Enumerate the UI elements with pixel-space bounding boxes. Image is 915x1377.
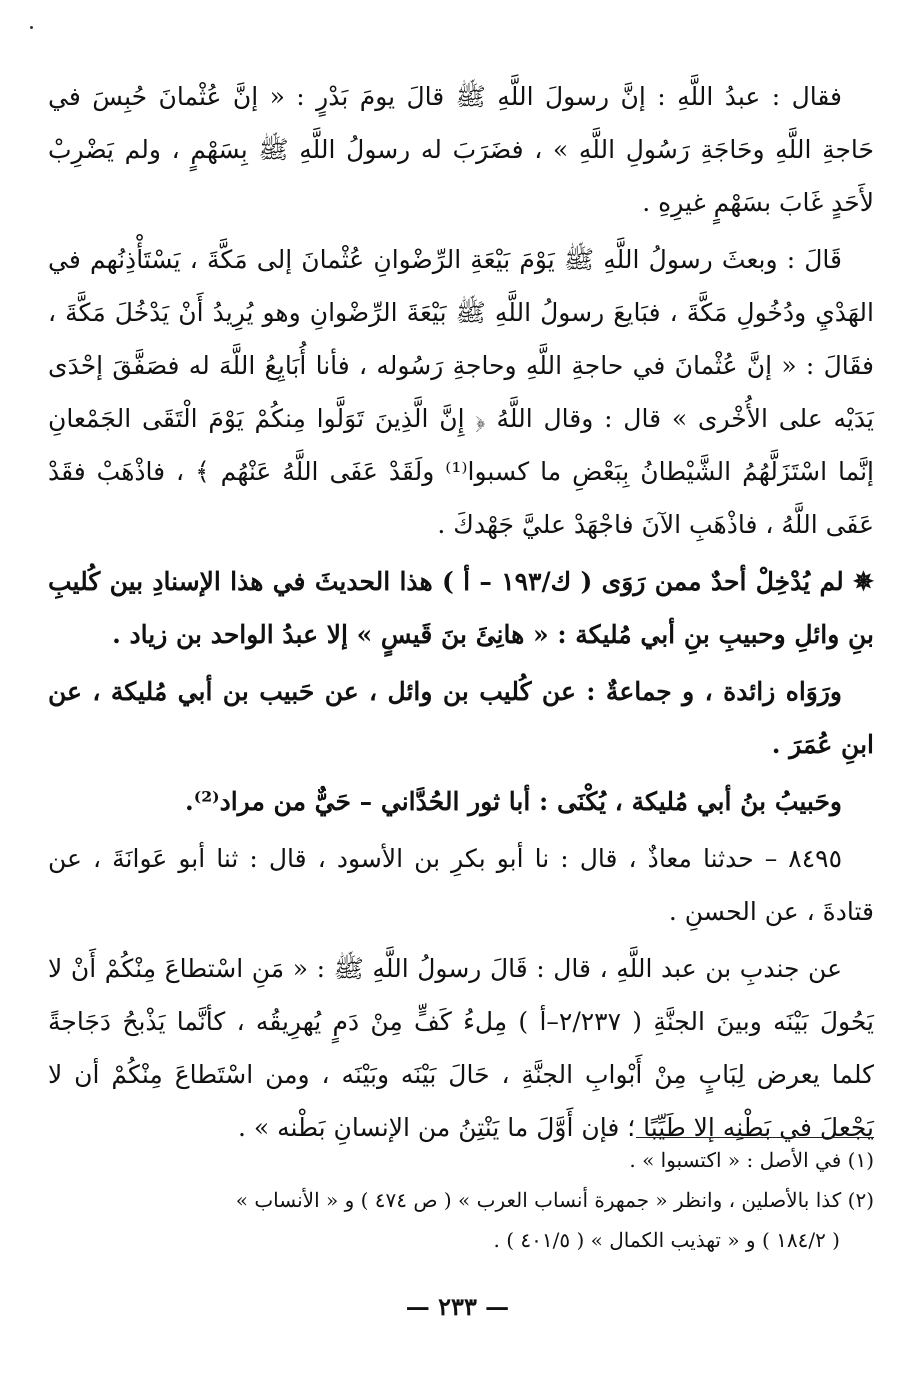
page-number: — ٢٣٣ —	[405, 1292, 510, 1321]
paragraph-2: قَالَ : وبعثَ رسولُ اللَّهِ ﷺ يَوْمَ بَيْعَةِ الرِّضْوانِ عُثْمانَ إلى مَكَّةَ ، يَسْتَأْذِنُهم في الهَدْيِ ودُخُولِ مَكَّةَ ، فبَايعَ رسولُ اللَّهِ ﷺ بَيْعَةَ الرِّضْوانِ وهو يُرِيدُ أَنْ يَدْخُلَ مَكَّةَ ، فقَالَ : « إنَّ عُثْمانَ في حاجةِ اللَّهِ وحاجةِ رَسُوله ، فأنا أُبَايِعُ اللَّهَ له فصَفَّقَ إحْدَى يَدَيْه على الأُخْرى » قال : وقال اللَّهُ ﴿ إِنَّ الَّذِينَ تَوَلَّوا مِنكُمْ يَوْمَ الْتَقَى الجَمْعانِ إنَّما اسْتَزَلَّهُمُ الشَّيْطانُ بِبَعْضِ ما كسبوا⁽¹⁾ ولَقَدْ عَفَى اللَّهُ عَنْهُم ﴾ ، فاذْهَبْ فقَدْ عَفَى اللَّهُ ، فاذْهَبِ الآنَ فاجْهَدْ عليَّ جَهْدكَ .	[48, 245, 875, 539]
paragraph-1: فقال : عبدُ اللَّهِ : إنَّ رسولَ اللَّهِ ﷺ قالَ يومَ بَدْرٍ : « إنَّ عُثْمانَ حُبِسَ في حَاجةِ اللَّهِ وحَاجَةِ رَسُولِ اللَّهِ » ، فضَرَبَ له رسولُ اللَّهِ ﷺ بِسَهْمٍ ، ولم يَضْرِبْ لأَحَدٍ غَابَ بسَهْمٍ غيرِهِ .	[48, 82, 874, 217]
hadith-8495-text: عن جندبِ بن عبد اللَّهِ ، قال : قَالَ رسولُ اللَّهِ ﷺ : « مَنِ اسْتطاعَ مِنْكُمْ أَنْ لا يَحُولَ بَيْنَه وبينَ الجنَّةِ ( ٢/٢٣٧–أ ) مِلءُ كَفٍّ مِنْ دَمٍ يُهرِيقُه ، كأنَّما يَذْبحُ دَجَاجةً كلما يعرض لِبَابٍ مِنْ أَبْوابِ الجنَّةِ ، حَالَ بَيْنَه وبَيْنَه ، ومن اسْتَطاعَ مِنْكُمْ أن لا يَجْعلَ في بَطْنِه إلا طَيِّبًا ؛ فإن أَوَّلَ ما يَنْتِنُ من الإنسانِ بَطْنه » .	[48, 954, 874, 1142]
paragraph-5-commentary: وحَبيبُ بنُ أبي مُليكة ، يُكْنَى : أبا ثور الحُدَّاني – حَيٌّ من مراد⁽²⁾.	[185, 787, 842, 816]
footnote-2-continued: ( ١٨٤/٢ ) و « تهذيب الكمال » ( ٤٠١/٥ ) .	[493, 1228, 840, 1252]
hadith-8495-chain: ٨٤٩٥ – حدثنا معاذٌ ، قال : نا أبو بكرِ بن الأسود ، قال : ثنا أبو عَوانَةَ ، عن قتادةَ ، عن الحسنِ .	[48, 844, 874, 926]
main-text	[48, 70, 874, 1154]
footnote-separator	[636, 1137, 874, 1138]
paragraph-3-commentary: ✵ لم يُدْخِلْ أحدٌ ممن رَوَى ( ك/١٩٣ – أ ) هذا الحديثَ في هذا الإسنادِ بين كُليبِ بنِ وائلِ وحبيبِ بنِ أبي مُليكة : « هانِئَ بنَ قَيسٍ » إلا عبدُ الواحد بن زياد .	[48, 567, 874, 649]
page-speck	[30, 26, 33, 29]
footnote-2: (٢) كذا بالأصلين ، وانظر « جمهرة أنساب العرب » ( ص ٤٧٤ ) و « الأنساب »	[235, 1188, 874, 1212]
footnotes	[48, 1140, 874, 1260]
paragraph-4-commentary: ورَوَاه زائدة ، و جماعةٌ : عن كُليب بن وائل ، عن حَبيب بن أبي مُليكة ، عن ابنِ عُمَرَ .	[48, 677, 874, 759]
footnote-1: (١) في الأصل : « اكتسبوا » .	[629, 1148, 874, 1172]
